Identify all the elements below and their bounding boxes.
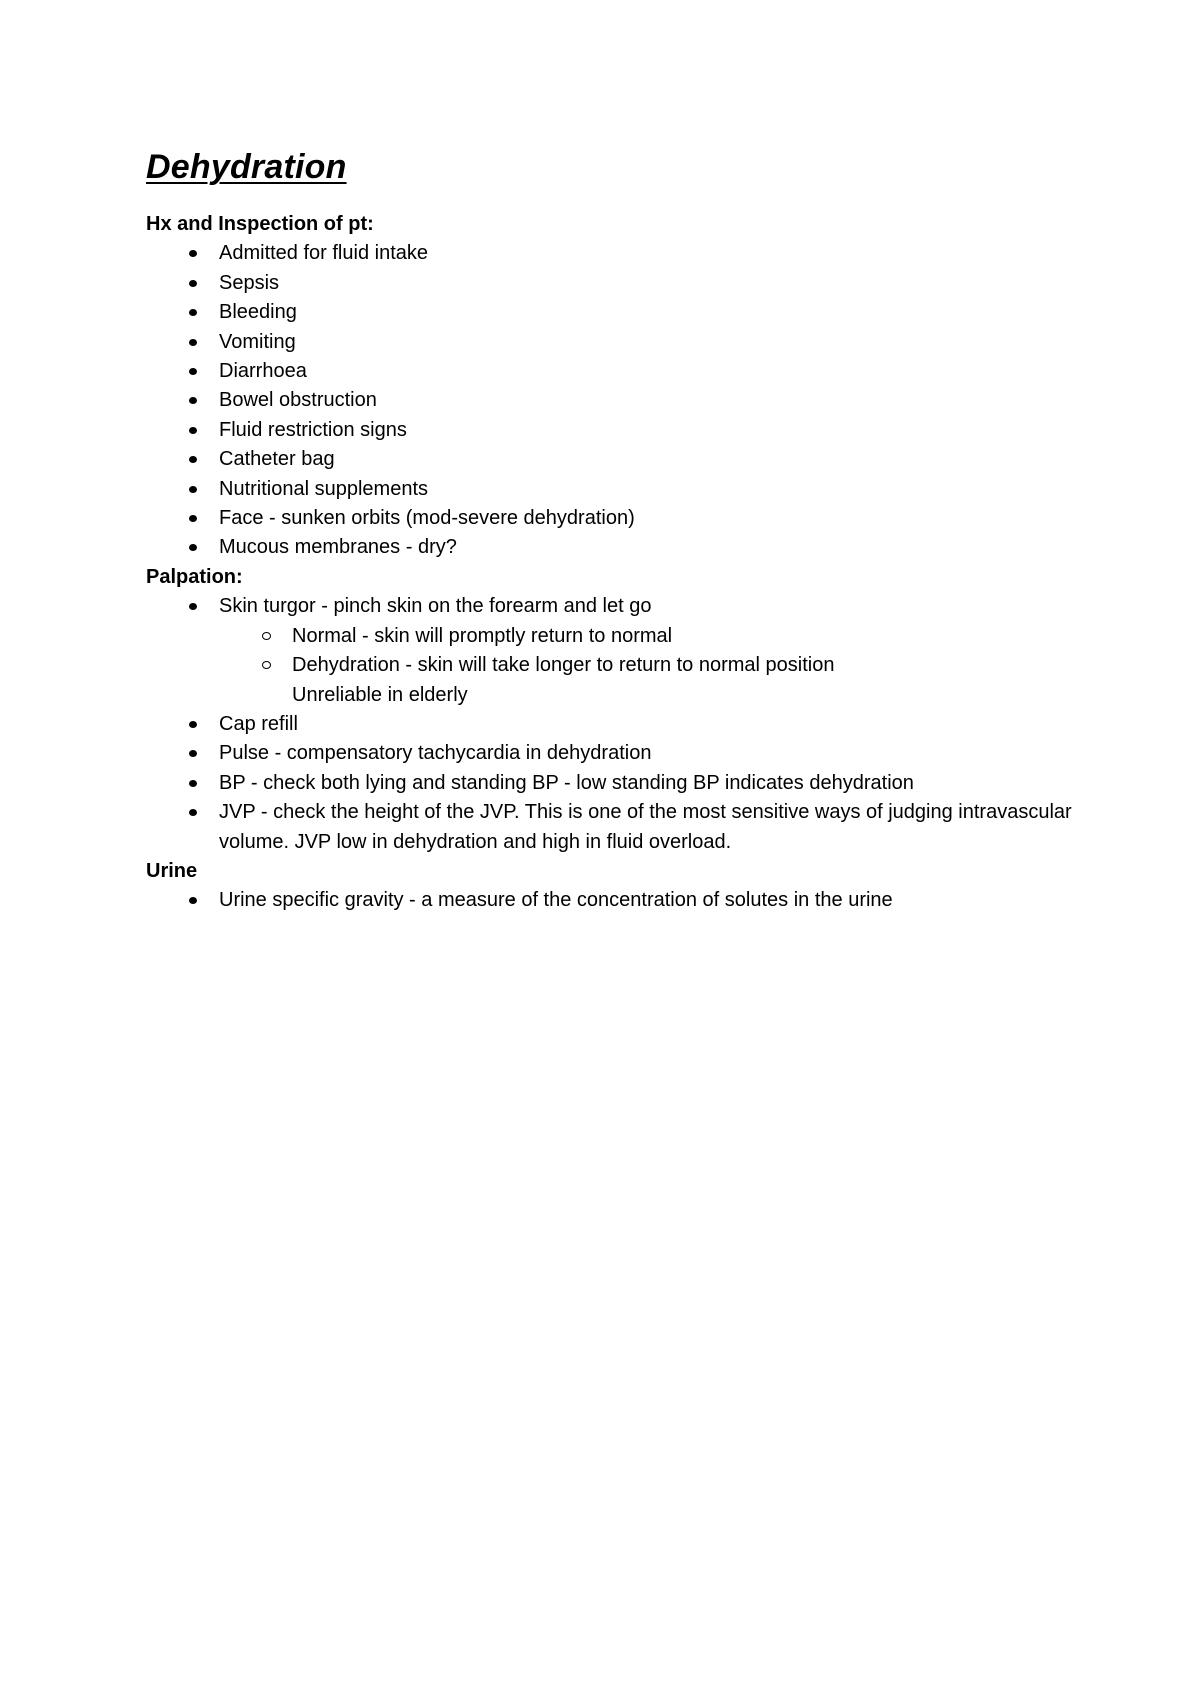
bullet-icon [186, 504, 206, 533]
section-heading-palpation: Palpation: [146, 565, 243, 588]
document-body [146, 142, 1086, 916]
list-item: Bowel obstruction [219, 386, 1086, 415]
page-title: Dehydration [146, 148, 347, 186]
bullet-icon [186, 445, 206, 474]
bullet-icon [186, 592, 206, 621]
urine-list [146, 886, 1086, 915]
list-item: Nutritional supplements [219, 475, 1086, 504]
list-item: JVP - check the height of the JVP. This is one of the most sensitive ways of judging intravascular volume. JVP low in dehydration and high in fluid overload. [219, 798, 1086, 857]
bullet-icon [186, 739, 206, 768]
sub-list-item: Normal - skin will promptly return to normal [292, 622, 1086, 651]
bullet-icon [186, 386, 206, 415]
list-item: Fluid restriction signs [219, 416, 1086, 445]
skin-turgor-sublist [219, 622, 1086, 710]
hollow-bullet-icon [259, 622, 279, 651]
list-item: Mucous membranes - dry? [219, 533, 1086, 562]
bullet-icon [186, 416, 206, 445]
bullet-icon [186, 298, 206, 327]
bullet-icon [186, 533, 206, 562]
bullet-icon [186, 357, 206, 386]
skin-turgor-note: Unreliable in elderly [292, 683, 468, 706]
sub-list-item: Dehydration - skin will take longer to return to normal position Unreliable in elderly [292, 651, 1086, 710]
bullet-icon [186, 769, 206, 798]
list-item: Catheter bag [219, 445, 1086, 474]
list-item: Diarrhoea [219, 357, 1086, 386]
list-item: Admitted for fluid intake [219, 239, 1086, 268]
list-item: BP - check both lying and standing BP - low standing BP indicates dehydration [219, 769, 1086, 798]
list-item: Skin turgor - pinch skin on the forearm and let go Normal - skin will promptly return to normal Dehydration - skin will take longer to return to normal position Unreliable in elderly [219, 592, 1086, 710]
bullet-icon [186, 886, 206, 915]
bullet-icon [186, 475, 206, 504]
hollow-bullet-icon [259, 651, 279, 680]
list-item: Sepsis [219, 269, 1086, 298]
bullet-icon [186, 269, 206, 298]
history-list [146, 239, 1086, 562]
bullet-icon [186, 798, 206, 827]
list-item: Face - sunken orbits (mod-severe dehydration) [219, 504, 1086, 533]
list-item: Vomiting [219, 328, 1086, 357]
list-item: Bleeding [219, 298, 1086, 327]
list-item: Urine specific gravity - a measure of the concentration of solutes in the urine [219, 886, 1086, 915]
bullet-icon [186, 328, 206, 357]
section-heading-urine: Urine [146, 859, 198, 882]
palpation-list [146, 592, 1086, 857]
section-heading-history: Hx and Inspection of pt: [146, 213, 374, 235]
list-item: Cap refill [219, 710, 1086, 739]
bullet-icon [186, 239, 206, 268]
list-item: Pulse - compensatory tachycardia in dehydration [219, 739, 1086, 768]
bullet-icon [186, 710, 206, 739]
